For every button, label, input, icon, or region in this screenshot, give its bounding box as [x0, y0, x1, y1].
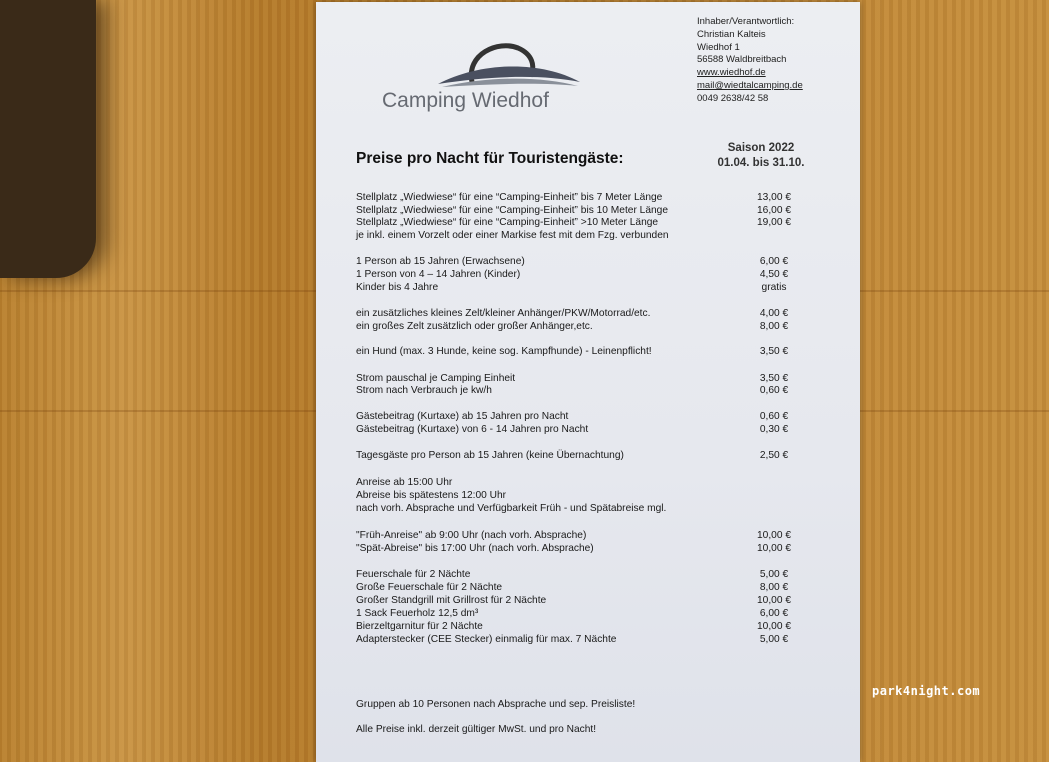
price-value: gratis [761, 282, 787, 293]
price-label: 1 Person von 4 – 14 Jahren (Kinder) [356, 269, 521, 280]
price-value: 3,50 € [759, 373, 789, 384]
info-row [356, 502, 796, 515]
price-label: Gästebeitrag (Kurtaxe) von 6 - 14 Jahren pro Nacht [356, 424, 589, 435]
info-label: Anreise ab 15:00 Uhr [356, 477, 453, 488]
price-value: 0,60 € [759, 411, 789, 422]
page-title: Preise pro Nacht für Touristengäste: [356, 150, 624, 167]
price-label: Gästebeitrag (Kurtaxe) ab 15 Jahren pro Nacht [356, 411, 569, 422]
price-row [356, 542, 796, 555]
price-row [356, 229, 796, 242]
price-label: "Spät-Abreise" bis 17:00 Uhr (nach vorh. Absprache) [356, 543, 594, 554]
background-shadow [0, 0, 96, 278]
price-row [356, 594, 796, 607]
price-row [356, 633, 796, 646]
season-year: Saison 2022 [727, 142, 795, 154]
owner-line: Wiedhof 1 [697, 41, 740, 53]
price-label: 1 Sack Feuerholz 12,5 dm³ [356, 608, 479, 619]
price-label: ein großes Zelt zusätzlich oder großer Anhänger,etc. [356, 321, 593, 332]
price-label: je inkl. einem Vorzelt oder einer Markise fest mit dem Fzg. verbunden [356, 230, 669, 241]
price-label: Stellplatz „Wiedwiese“ für eine “Camping-Einheit” >10 Meter Länge [356, 217, 659, 228]
price-value: 0,60 € [759, 385, 789, 396]
price-label: Bierzeltgarnitur für 2 Nächte [356, 621, 483, 632]
info-label: nach vorh. Absprache und Verfügbarkeit Früh - und Spätabreise mgl. [356, 503, 667, 514]
price-row [356, 607, 796, 620]
price-value: 5,00 € [759, 634, 789, 645]
price-value: 10,00 € [757, 530, 791, 541]
price-label: Feuerschale für 2 Nächte [356, 569, 471, 580]
price-row [356, 449, 796, 462]
price-label: Stellplatz „Wiedwiese“ für eine “Camping-Einheit” bis 7 Meter Länge [356, 192, 663, 203]
price-label: Kinder bis 4 Jahre [356, 282, 439, 293]
price-row [356, 529, 796, 542]
price-label: Stellplatz „Wiedwiese“ für eine “Camping-Einheit” bis 10 Meter Länge [356, 205, 668, 216]
price-row [356, 268, 796, 281]
price-row [356, 410, 796, 423]
price-label: ein zusätzliches kleines Zelt/kleiner Anhänger/PKW/Motorrad/etc. [356, 308, 651, 319]
phone-number: 0049 2638/42 58 [697, 92, 769, 104]
price-value: 16,00 € [757, 205, 791, 216]
website-link[interactable]: www.wiedhof.de [697, 67, 766, 79]
info-row [356, 476, 796, 489]
price-value: 4,00 € [759, 308, 789, 319]
price-value: 3,50 € [759, 346, 789, 357]
footer-note: Gruppen ab 10 Personen nach Absprache und sep. Preisliste! [356, 699, 636, 710]
owner-line: Christian Kalteis [697, 28, 766, 40]
price-label: Strom pauschal je Camping Einheit [356, 373, 516, 384]
owner-line: 56588 Waldbreitbach [697, 54, 787, 66]
price-row [356, 423, 796, 436]
price-value: 10,00 € [757, 595, 791, 606]
price-label: Adapterstecker (CEE Stecker) einmalig für max. 7 Nächte [356, 634, 617, 645]
price-value: 5,00 € [759, 569, 789, 580]
watermark: park4night.com [872, 684, 981, 698]
price-row [356, 384, 796, 397]
email-link[interactable]: mail@wiedtalcamping.de [697, 79, 803, 91]
price-row [356, 216, 796, 229]
price-label: Großer Standgrill mit Grillrost für 2 Nächte [356, 595, 547, 606]
info-label: Abreise bis spätestens 12:00 Uhr [356, 490, 507, 501]
price-label: 1 Person ab 15 Jahren (Erwachsene) [356, 256, 525, 267]
owner-contact-block [697, 16, 803, 106]
price-label: Strom nach Verbrauch je kw/h [356, 385, 492, 396]
price-value: 0,30 € [759, 424, 789, 435]
price-value: 6,00 € [759, 256, 789, 267]
price-row [356, 620, 796, 633]
price-row [356, 255, 796, 268]
price-label: "Früh-Anreise" ab 9:00 Uhr (nach vorh. Absprache) [356, 530, 587, 541]
price-row [356, 281, 796, 294]
price-row [356, 568, 796, 581]
price-value: 6,00 € [759, 608, 789, 619]
price-row [356, 581, 796, 594]
price-value: 13,00 € [757, 192, 791, 203]
price-value: 8,00 € [759, 582, 789, 593]
price-value: 10,00 € [757, 621, 791, 632]
price-value: 19,00 € [757, 217, 791, 228]
season-label [701, 141, 821, 171]
price-row [356, 191, 796, 204]
price-label: Große Feuerschale für 2 Nächte [356, 582, 503, 593]
price-value: 8,00 € [759, 321, 789, 332]
footer-note: Alle Preise inkl. derzeit gültiger MwSt. und pro Nacht! [356, 724, 597, 735]
price-value: 2,50 € [759, 450, 789, 461]
price-value: 10,00 € [757, 543, 791, 554]
price-label: Tagesgäste pro Person ab 15 Jahren (keine Übernachtung) [356, 450, 624, 461]
price-value: 4,50 € [759, 269, 789, 280]
info-row [356, 489, 796, 502]
season-dates: 01.04. bis 31.10. [717, 157, 805, 169]
owner-line: Inhaber/Verantwortlich: [697, 16, 795, 27]
price-label: ein Hund (max. 3 Hunde, keine sog. Kampfhunde) - Leinenpflicht! [356, 346, 652, 357]
price-row [356, 345, 796, 358]
price-row [356, 320, 796, 333]
price-sheet [316, 2, 860, 762]
price-row [356, 307, 796, 320]
logo-text: Camping Wiedhof [382, 89, 549, 112]
